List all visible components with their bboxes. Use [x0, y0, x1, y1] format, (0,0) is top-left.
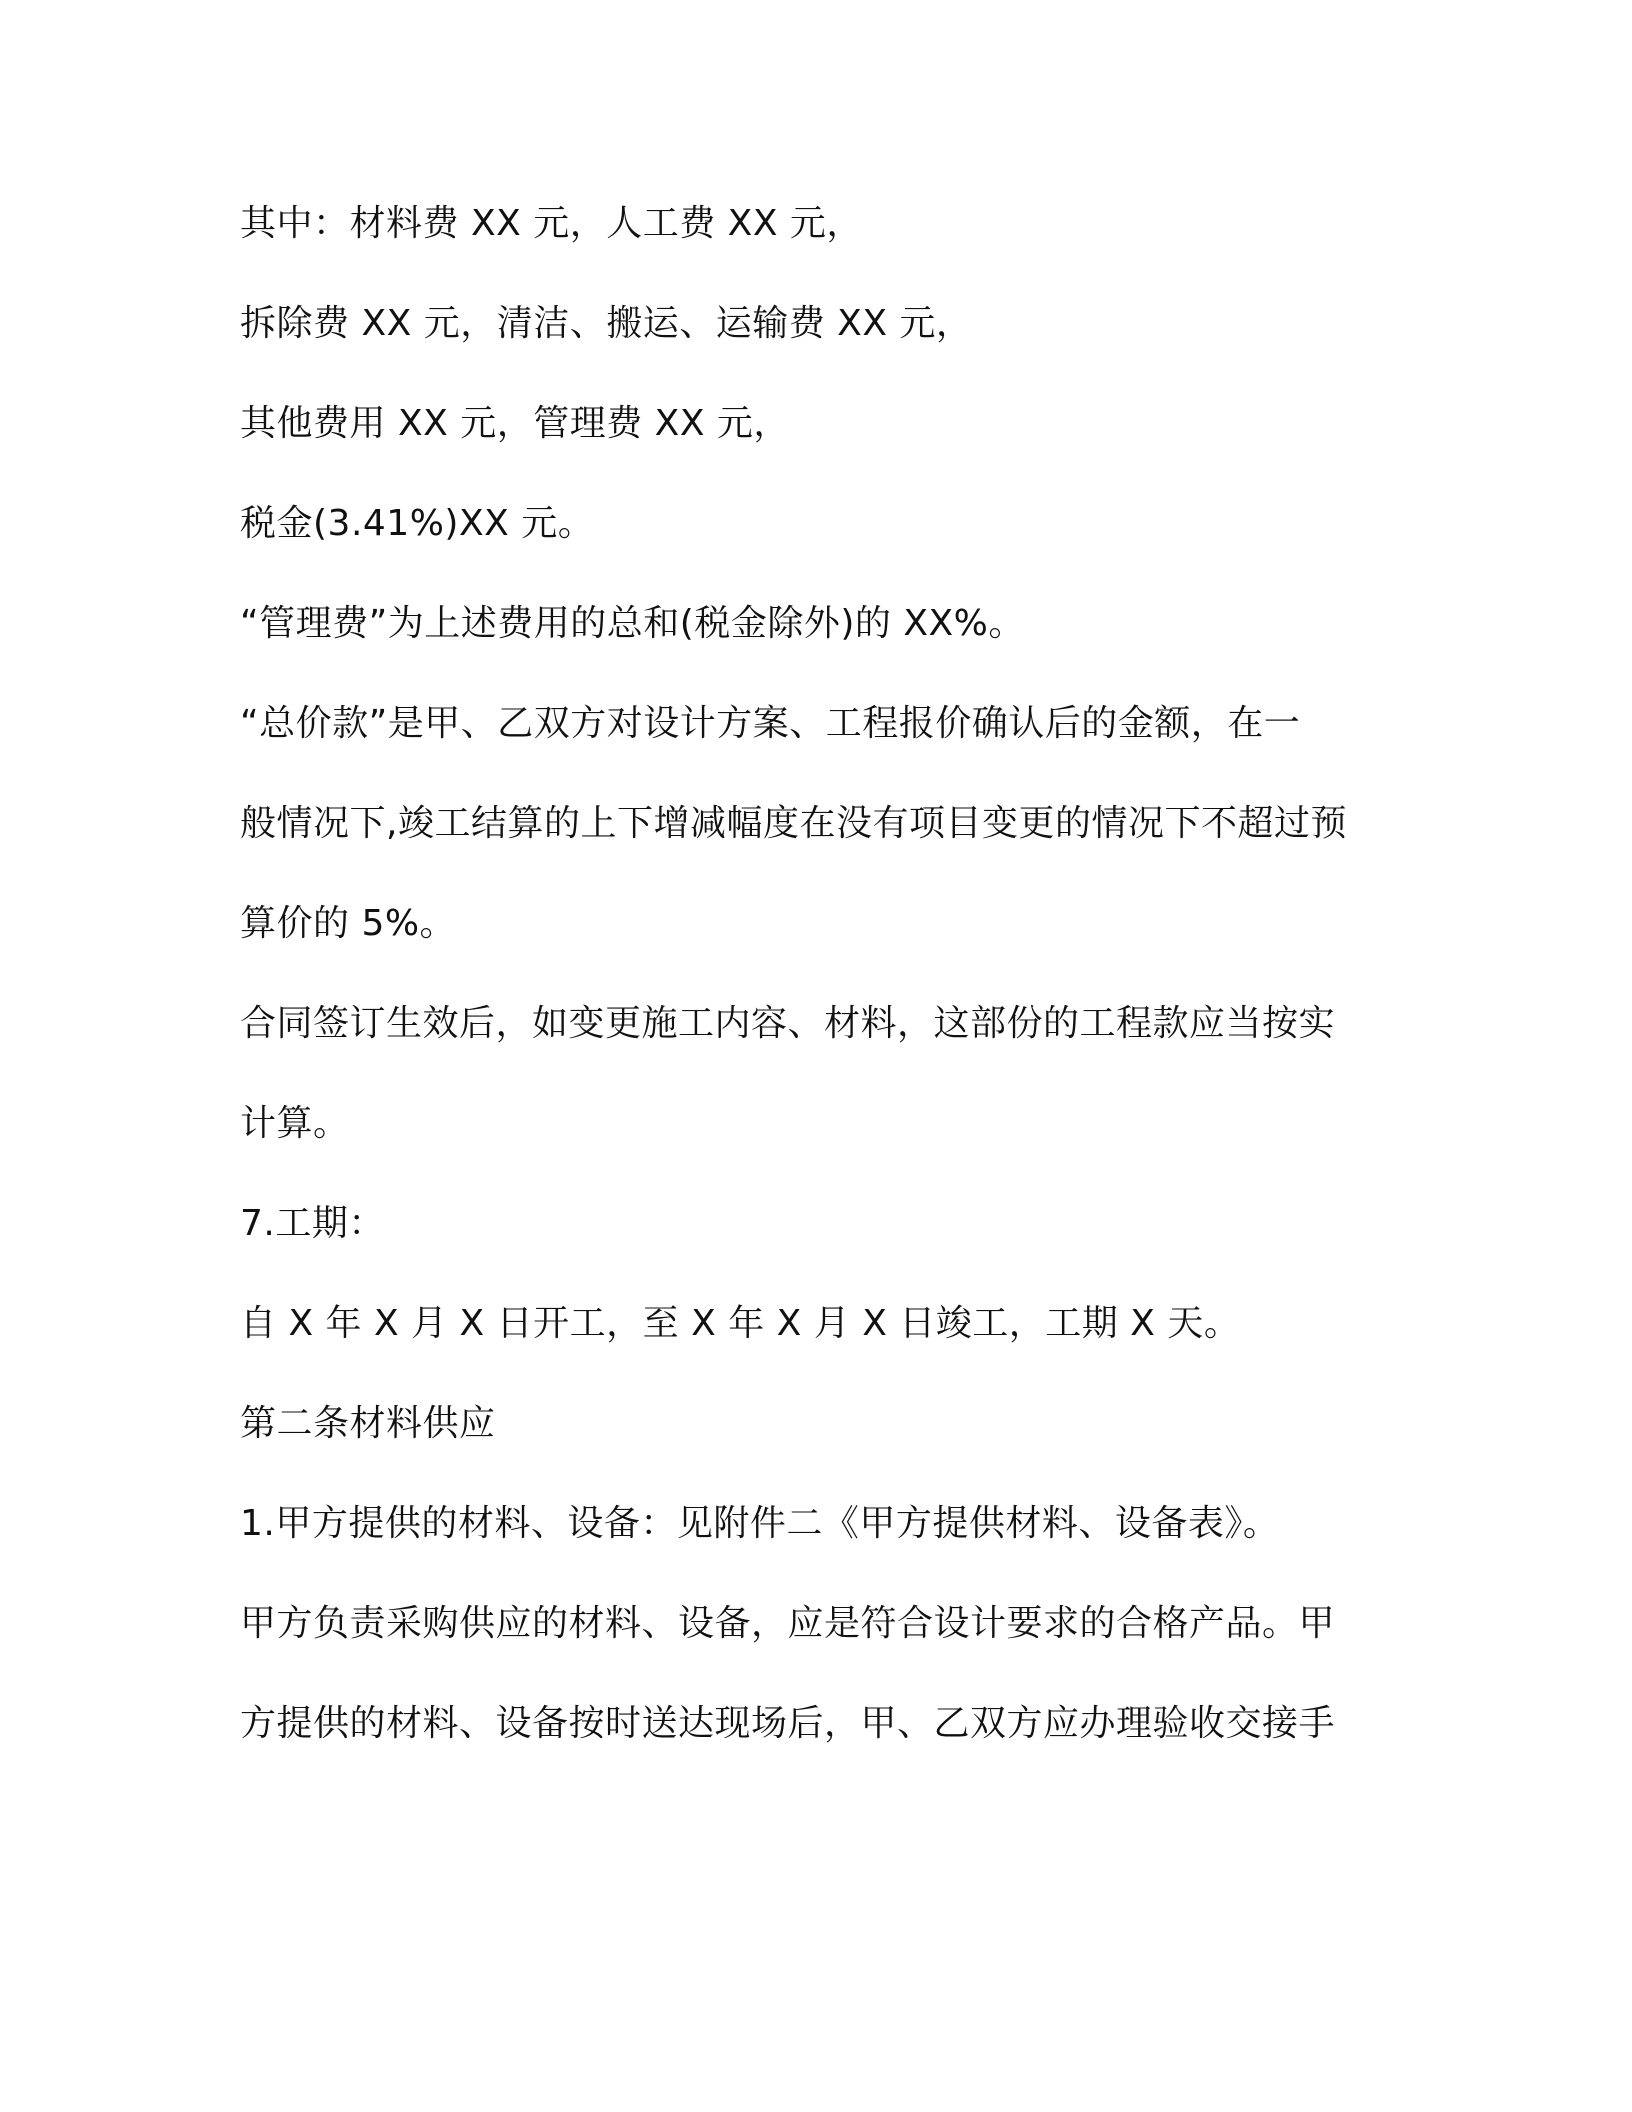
text-line-party-a-materials: 1.甲方提供的材料、设备：见附件二《甲方提供材料、设备表》。: [240, 1503, 1280, 1544]
text-line-contract-change-2: 计算。: [240, 1103, 350, 1144]
text-line-total-price-2: 般情况下,竣工结算的上下增减幅度在没有项目变更的情况下不超过预: [240, 803, 1347, 844]
text-line-contract-change-1: 合同签订生效后，如变更施工内容、材料，这部份的工程款应当按实: [240, 1003, 1336, 1044]
text-line-duration: 自 X 年 X 月 X 日开工，至 X 年 X 月 X 日竣工，工期 X 天。: [240, 1303, 1241, 1344]
article-heading-material-supply: 第二条材料供应: [240, 1403, 496, 1444]
text-line-procurement-1: 甲方负责采购供应的材料、设备，应是符合设计要求的合格产品。甲: [240, 1603, 1336, 1644]
text-line-procurement-2: 方提供的材料、设备按时送达现场后，甲、乙双方应办理验收交接手: [240, 1703, 1336, 1744]
text-line-fee-breakdown-1: 其中：材料费 XX 元，人工费 XX 元，: [240, 203, 863, 244]
text-line-fee-breakdown-3: 其他费用 XX 元，管理费 XX 元，: [240, 403, 790, 444]
text-line-tax: 税金(3.41%)XX 元。: [240, 503, 595, 544]
text-line-total-price-3: 算价的 5%。: [240, 903, 457, 944]
text-line-total-price-1: “总价款”是甲、乙双方对设计方案、工程报价确认后的金额，在一: [240, 703, 1301, 744]
text-line-management-fee: “管理费”为上述费用的总和(税金除外)的 XX%。: [240, 603, 1025, 644]
text-line-fee-breakdown-2: 拆除费 XX 元，清洁、搬运、运输费 XX 元，: [240, 303, 973, 344]
section-heading-duration: 7.工期：: [240, 1203, 385, 1244]
